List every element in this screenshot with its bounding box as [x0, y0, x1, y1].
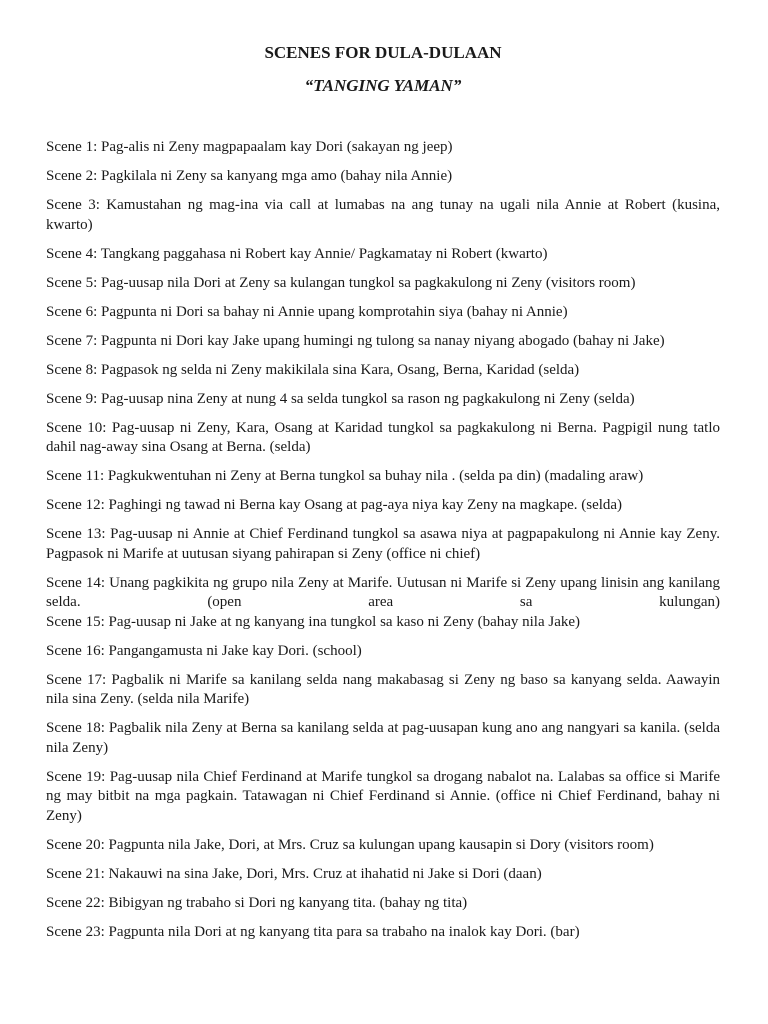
scene-item: Scene 20: Pagpunta nila Jake, Dori, at Mrs. Cruz sa kulungan upang kausapin si Dory (visitors room) — [46, 836, 654, 853]
scene-item: Scene 11: Pagkukwentuhan ni Zeny at Berna tungkol sa buhay nila . (selda pa din) (madaling araw) — [46, 468, 644, 484]
scene-item: Scene 21: Nakauwi na sina Jake, Dori, Mrs. Cruz at ihahatid ni Jake si Dori (daan) — [46, 865, 542, 882]
scene-item: Scene 4: Tangkang paggahasa ni Robert kay Annie/ Pagkamatay ni Robert (kwarto) — [46, 245, 548, 262]
scene-item: Scene 12: Paghingi ng tawad ni Berna kay Osang at pag-aya niya kay Zeny na magkape. (selda) — [46, 497, 623, 513]
scene-item: Scene 23: Pagpunta nila Dori at ng kanyang tita para sa trabaho na inalok kay Dori. (bar) — [46, 923, 580, 940]
scene-item: Scene 8: Pagpasok ng selda ni Zeny makikilala sina Kara, Osang, Berna, Karidad (selda) — [46, 361, 580, 378]
scene-item: Scene 16: Pangangamusta ni Jake kay Dori. (school) — [46, 642, 362, 659]
scene-list — [46, 138, 720, 952]
scene-item: Scene 15: Pag-uusap ni Jake at ng kanyang ina tungkol sa kaso ni Zeny (bahay nila Jake) — [46, 613, 581, 630]
scene-item: Scene 6: Pagpunta ni Dori sa bahay ni Annie upang komprotahin siya (bahay ni Annie) — [46, 303, 568, 320]
scene-item: Scene 7: Pagpunta ni Dori kay Jake upang humingi ng tulong sa nanay niyang abogado (bahay ni Jake) — [46, 332, 665, 349]
scene-item: Scene 2: Pagkilala ni Zeny sa kanyang mga amo (bahay nila Annie) — [46, 168, 453, 184]
scene-item: Scene 10: Pag-uusap ni Zeny, Kara, Osang at Karidad tungkol sa pagkakulong ni Berna. Pagpigil nung tatlo dahil nag-away sina Osang at Berna. (selda) — [46, 419, 720, 455]
scene-item: Scene 22: Bibigyan ng trabaho si Dori ng kanyang tita. (bahay ng tita) — [46, 894, 468, 911]
scene-item: Scene 13: Pag-uusap ni Annie at Chief Ferdinand tungkol sa asawa niya at pagpapakulong ni Annie kay Zeny. Pagpasok ni Marife at uutusan siyang pahirapan si Zeny (office ni chief) — [46, 526, 720, 562]
scene-item: Scene 1: Pag-alis ni Zeny magpapaalam kay Dori (sakayan ng jeep) — [46, 139, 453, 155]
scene-item: Scene 14: Unang pagkikita ng grupo nila Zeny at Marife. Uutusan ni Marife si Zeny upang linisin ang kanilang selda. (open area sa kulungan) — [46, 574, 720, 610]
scene-item: Scene 9: Pag-uusap nina Zeny at nung 4 sa selda tungkol sa rason ng pagkakulong ni Zeny (selda) — [46, 390, 635, 407]
scene-item: Scene 3: Kamustahan ng mag-ina via call at lumabas na ang tunay na ugali nila Annie at Robert (kusina, kwarto) — [46, 197, 720, 233]
scene-item: Scene 5: Pag-uusap nila Dori at Zeny sa kulangan tungkol sa pagkakulong ni Zeny (visitors room) — [46, 274, 636, 291]
scene-item: Scene 18: Pagbalik nila Zeny at Berna sa kanilang selda at pag-uusapan kung ano ang nangyari sa kanila. (selda nila Zeny) — [46, 720, 720, 756]
scene-item: Scene 17: Pagbalik ni Marife sa kanilang selda nang makabasag si Zeny ng baso sa kanyang selda. Aawayin nila sina Zeny. (selda nila Marife) — [46, 671, 720, 707]
document-subtitle: “TANGING YAMAN” — [304, 76, 462, 95]
scene-item: Scene 19: Pag-uusap nila Chief Ferdinand at Marife tungkol sa drogang nabalot na. Lalabas sa office si Marife ng may bitbit na mga pagkain. Tatawagan ni Chief Ferdinand si Annie. (office ni Chief Ferdinand, bahay ni Zeny) — [46, 768, 720, 824]
document-title: SCENES FOR DULA-DULAAN — [264, 43, 502, 62]
